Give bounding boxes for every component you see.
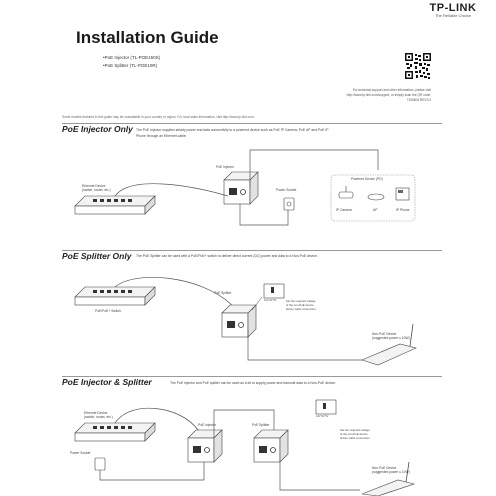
- poe-switch-icon: [75, 287, 155, 305]
- availability-notice: Some models featured in this guide may be unavailable in your country or region. For local sales information, visit http://www.tp-link.com.: [62, 115, 255, 119]
- label-voltage-note: Set the required voltage of the non-PoE device before cable connection.: [340, 428, 371, 440]
- label-ethernet-device: Ethernet Device (switch, router, etc.): [82, 184, 111, 192]
- power-socket-icon: [95, 458, 105, 470]
- voltage-switch-icon: [316, 400, 336, 414]
- power-socket-icon: [284, 198, 294, 210]
- support-text: For technical support and other information, please visit http://www.tp-link.com/support, or simply scan the QR code. 7106504 REV3.0: [346, 88, 431, 102]
- label-ip-phone: IP Phone: [396, 208, 410, 212]
- label-power-socket: Power Socket: [70, 451, 91, 455]
- ip-camera-icon: [339, 186, 353, 198]
- section-desc-both: The PoE injector and PoE splitter can be used as a kit to supply power and transmit data to a Non-PoE device.: [170, 381, 336, 385]
- logo-text: TP-LINK: [429, 2, 477, 14]
- ap-icon: [368, 194, 384, 200]
- ethernet-device-icon: [75, 196, 155, 214]
- ethernet-device-icon: [75, 423, 155, 441]
- label-power-socket: Power Socket: [276, 188, 297, 192]
- label-ip-camera: IP Camera: [336, 208, 352, 212]
- label-voltage: 12V 9V 5V: [316, 415, 329, 418]
- label-voltage-note: Set the required voltage of the non-PoE device before cable connection.: [286, 299, 317, 311]
- ip-phone-icon: [396, 188, 409, 200]
- label-powered-device: Powered Device (PD): [351, 177, 383, 181]
- label-poe-injector: PoE Injector: [198, 423, 216, 427]
- section-title-splitter: PoE Splitter Only: [62, 251, 132, 261]
- poe-injector-icon: [188, 430, 222, 462]
- label-poe-injector: PoE Injector: [216, 165, 234, 169]
- section-desc-injector: The PoE Injector supplies steady power and data connectivity to a powered device such as PoE IP Camera, PoE AP and PoE IP Phone through an Ethernet cable.: [136, 128, 329, 138]
- model-splitter: •PoE Splitter (TL-POE10R): [103, 63, 158, 68]
- label-ap: AP: [373, 208, 378, 212]
- label-voltage: 12V 9V 5V: [264, 299, 277, 302]
- label-non-poe-device: Non-PoE Device (suggested power ≤ 10W): [372, 466, 410, 474]
- section-title-both: PoE Injector & Splitter: [62, 377, 152, 387]
- section-desc-splitter: The PoE Splitter can be used with a PoE/PoE+ switch to deliver direct current (DC) power and data to a Non-PoE device.: [136, 254, 318, 258]
- section-title-injector: PoE Injector Only: [62, 124, 133, 134]
- router-icon: [362, 324, 416, 365]
- label-ethernet-device: Ethernet Device (switch, router, etc.): [84, 411, 113, 419]
- model-injector: •PoE Injector (TL-POE150S): [103, 55, 161, 60]
- label-non-poe-device: Non-PoE Device (suggested power ≤ 10W): [372, 332, 410, 340]
- logo-tagline: The Reliable Choice: [434, 13, 472, 18]
- label-poe-splitter: PoE Splitter: [252, 423, 270, 427]
- voltage-switch-icon: [264, 284, 284, 298]
- poe-splitter-icon: [222, 305, 256, 337]
- poe-splitter-icon: [254, 430, 288, 462]
- label-poe-splitter: PoE Splitter: [214, 291, 232, 295]
- label-poe-switch: PoE/PoE+ Switch: [95, 309, 121, 313]
- poe-injector-icon: [224, 172, 258, 204]
- page-title: Installation Guide: [76, 28, 219, 47]
